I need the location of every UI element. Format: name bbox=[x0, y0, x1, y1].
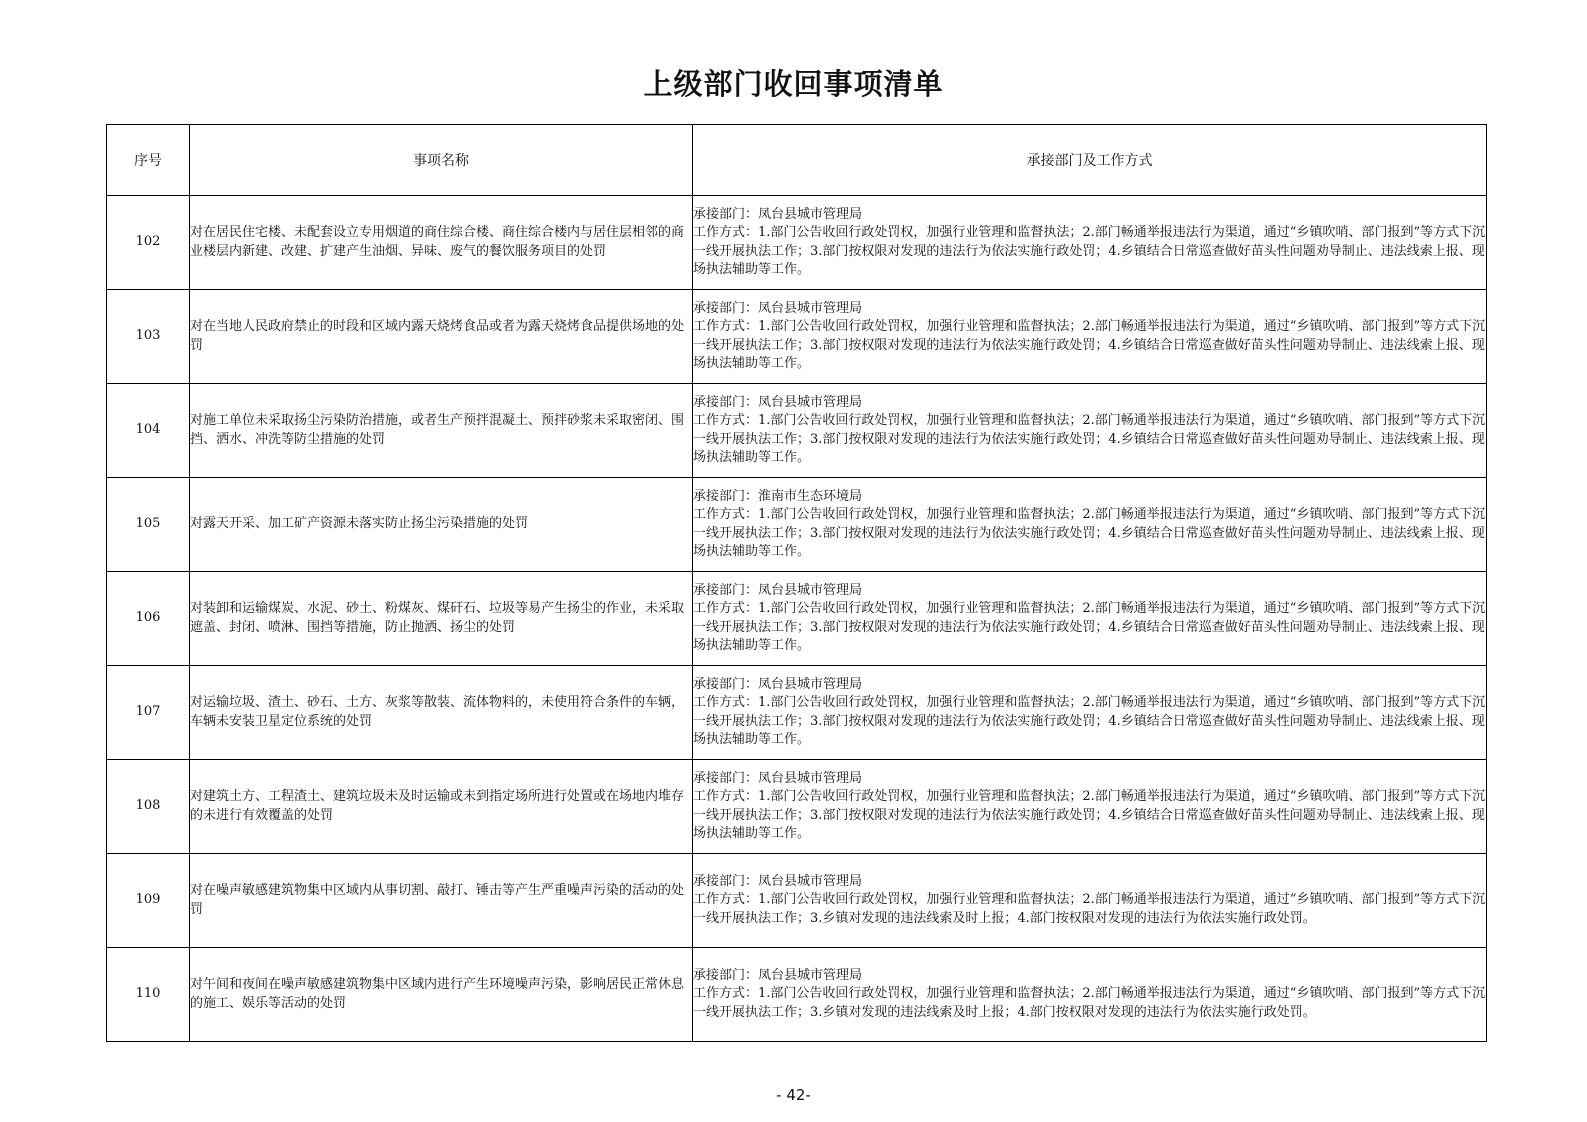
table-row bbox=[107, 478, 1487, 572]
row-method: 工作方式：1.部门公告收回行政处罚权，加强行业管理和监督执法；2.部门畅通举报违法行为渠道，通过“乡镇吹哨、部门报到”等方式下沉一线开展执法工作；3.部门按权限对发现的违法行为依法实施行政处罚；4.乡镇结合日常巡查做好苗头性问题劝导制止、违法线索上报、现场执法辅助等工作。 bbox=[693, 507, 1486, 559]
row-item-name: 对在当地人民政府禁止的时段和区域内露天烧烤食品或者为露天烧烤食品提供场地的处罚 bbox=[190, 290, 693, 384]
row-method: 工作方式：1.部门公告收回行政处罚权，加强行业管理和监督执法；2.部门畅通举报违法行为渠道，通过“乡镇吹哨、部门报到”等方式下沉一线开展执法工作；3.部门按权限对发现的违法行为依法实施行政处罚；4.乡镇结合日常巡查做好苗头性问题劝导制止、违法线索上报、现场执法辅助等工作。 bbox=[693, 601, 1486, 653]
row-seq: 107 bbox=[107, 666, 190, 760]
row-item-name: 对施工单位未采取扬尘污染防治措施，或者生产预拌混凝土、预拌砂浆未采取密闭、围挡、洒水、冲洗等防尘措施的处罚 bbox=[190, 384, 693, 478]
row-dept-method bbox=[693, 384, 1487, 478]
row-dept: 承接部门：凤台县城市管理局 bbox=[693, 300, 863, 316]
table-row bbox=[107, 854, 1487, 948]
row-item-name: 对建筑土方、工程渣土、建筑垃圾未及时运输或未到指定场所进行处置或在场地内堆存的未进行有效覆盖的处罚 bbox=[190, 760, 693, 854]
row-dept-method bbox=[693, 666, 1487, 760]
table-row bbox=[107, 384, 1487, 478]
row-method: 工作方式：1.部门公告收回行政处罚权，加强行业管理和监督执法；2.部门畅通举报违法行为渠道，通过“乡镇吹哨、部门报到”等方式下沉一线开展执法工作；3.部门按权限对发现的违法行为依法实施行政处罚；4.乡镇结合日常巡查做好苗头性问题劝导制止、违法线索上报、现场执法辅助等工作。 bbox=[693, 319, 1486, 371]
table-row bbox=[107, 948, 1487, 1042]
header-item-name: 事项名称 bbox=[190, 125, 693, 196]
row-item-name: 对运输垃圾、渣土、砂石、土方、灰浆等散装、流体物料的，未使用符合条件的车辆，车辆未安装卫星定位系统的处罚 bbox=[190, 666, 693, 760]
row-method: 工作方式：1.部门公告收回行政处罚权，加强行业管理和监督执法；2.部门畅通举报违法行为渠道，通过“乡镇吹哨、部门报到”等方式下沉一线开展执法工作；3.部门按权限对发现的违法行为依法实施行政处罚；4.乡镇结合日常巡查做好苗头性问题劝导制止、违法线索上报、现场执法辅助等工作。 bbox=[693, 225, 1486, 277]
header-seq: 序号 bbox=[107, 125, 190, 196]
row-seq: 110 bbox=[107, 948, 190, 1042]
row-dept: 承接部门：凤台县城市管理局 bbox=[693, 394, 863, 410]
table-row bbox=[107, 290, 1487, 384]
row-item-name: 对午间和夜间在噪声敏感建筑物集中区域内进行产生环境噪声污染，影响居民正常休息的施工、娱乐等活动的处罚 bbox=[190, 948, 693, 1042]
table-row bbox=[107, 666, 1487, 760]
row-dept: 承接部门：凤台县城市管理局 bbox=[693, 967, 863, 983]
row-dept-method bbox=[693, 478, 1487, 572]
row-method: 工作方式：1.部门公告收回行政处罚权，加强行业管理和监督执法；2.部门畅通举报违法行为渠道，通过“乡镇吹哨、部门报到”等方式下沉一线开展执法工作；3.部门按权限对发现的违法行为依法实施行政处罚；4.乡镇结合日常巡查做好苗头性问题劝导制止、违法线索上报、现场执法辅助等工作。 bbox=[693, 413, 1486, 465]
table-row bbox=[107, 572, 1487, 666]
row-dept-method bbox=[693, 760, 1487, 854]
row-seq: 104 bbox=[107, 384, 190, 478]
row-dept: 承接部门：凤台县城市管理局 bbox=[693, 873, 863, 889]
row-method: 工作方式：1.部门公告收回行政处罚权，加强行业管理和监督执法；2.部门畅通举报违法行为渠道，通过“乡镇吹哨、部门报到”等方式下沉一线开展执法工作；3.部门按权限对发现的违法行为依法实施行政处罚；4.乡镇结合日常巡查做好苗头性问题劝导制止、违法线索上报、现场执法辅助等工作。 bbox=[693, 789, 1486, 841]
row-item-name: 对在居民住宅楼、未配套设立专用烟道的商住综合楼、商住综合楼内与居住层相邻的商业楼层内新建、改建、扩建产生油烟、异味、废气的餐饮服务项目的处罚 bbox=[190, 196, 693, 290]
row-seq: 106 bbox=[107, 572, 190, 666]
page-number: - 42- bbox=[776, 1086, 811, 1104]
row-dept: 承接部门：凤台县城市管理局 bbox=[693, 770, 863, 786]
row-dept-method bbox=[693, 196, 1487, 290]
row-dept: 承接部门：凤台县城市管理局 bbox=[693, 582, 863, 598]
table-row bbox=[107, 760, 1487, 854]
row-seq: 109 bbox=[107, 854, 190, 948]
row-seq: 108 bbox=[107, 760, 190, 854]
row-dept-method bbox=[693, 948, 1487, 1042]
row-dept-method bbox=[693, 572, 1487, 666]
row-item-name: 对在噪声敏感建筑物集中区域内从事切割、敲打、锤击等产生严重噪声污染的活动的处罚 bbox=[190, 854, 693, 948]
row-item-name: 对装卸和运输煤炭、水泥、砂土、粉煤灰、煤矸石、垃圾等易产生扬尘的作业，未采取遮盖、封闭、喷淋、围挡等措施，防止抛洒、扬尘的处罚 bbox=[190, 572, 693, 666]
items-table bbox=[106, 124, 1487, 1042]
row-seq: 103 bbox=[107, 290, 190, 384]
page-title: 上级部门收回事项清单 bbox=[643, 67, 944, 101]
row-seq: 102 bbox=[107, 196, 190, 290]
header-dept-method: 承接部门及工作方式 bbox=[693, 125, 1487, 196]
table-row bbox=[107, 196, 1487, 290]
row-dept-method bbox=[693, 290, 1487, 384]
row-dept-method bbox=[693, 854, 1487, 948]
table-header-row bbox=[107, 125, 1487, 196]
row-item-name: 对露天开采、加工矿产资源未落实防止扬尘污染措施的处罚 bbox=[190, 478, 693, 572]
row-dept: 承接部门：凤台县城市管理局 bbox=[693, 676, 863, 692]
row-method: 工作方式：1.部门公告收回行政处罚权，加强行业管理和监督执法；2.部门畅通举报违法行为渠道，通过“乡镇吹哨、部门报到”等方式下沉一线开展执法工作；3.乡镇对发现的违法线索及时上报；4.部门按权限对发现的违法行为依法实施行政处罚。 bbox=[693, 892, 1486, 926]
row-dept: 承接部门：淮南市生态环境局 bbox=[693, 488, 863, 504]
row-method: 工作方式：1.部门公告收回行政处罚权，加强行业管理和监督执法；2.部门畅通举报违法行为渠道，通过“乡镇吹哨、部门报到”等方式下沉一线开展执法工作；3.乡镇对发现的违法线索及时上报；4.部门按权限对发现的违法行为依法实施行政处罚。 bbox=[693, 986, 1486, 1020]
row-seq: 105 bbox=[107, 478, 190, 572]
row-dept: 承接部门：凤台县城市管理局 bbox=[693, 206, 863, 222]
row-method: 工作方式：1.部门公告收回行政处罚权，加强行业管理和监督执法；2.部门畅通举报违法行为渠道，通过“乡镇吹哨、部门报到”等方式下沉一线开展执法工作；3.部门按权限对发现的违法行为依法实施行政处罚；4.乡镇结合日常巡查做好苗头性问题劝导制止、违法线索上报、现场执法辅助等工作。 bbox=[693, 695, 1486, 747]
